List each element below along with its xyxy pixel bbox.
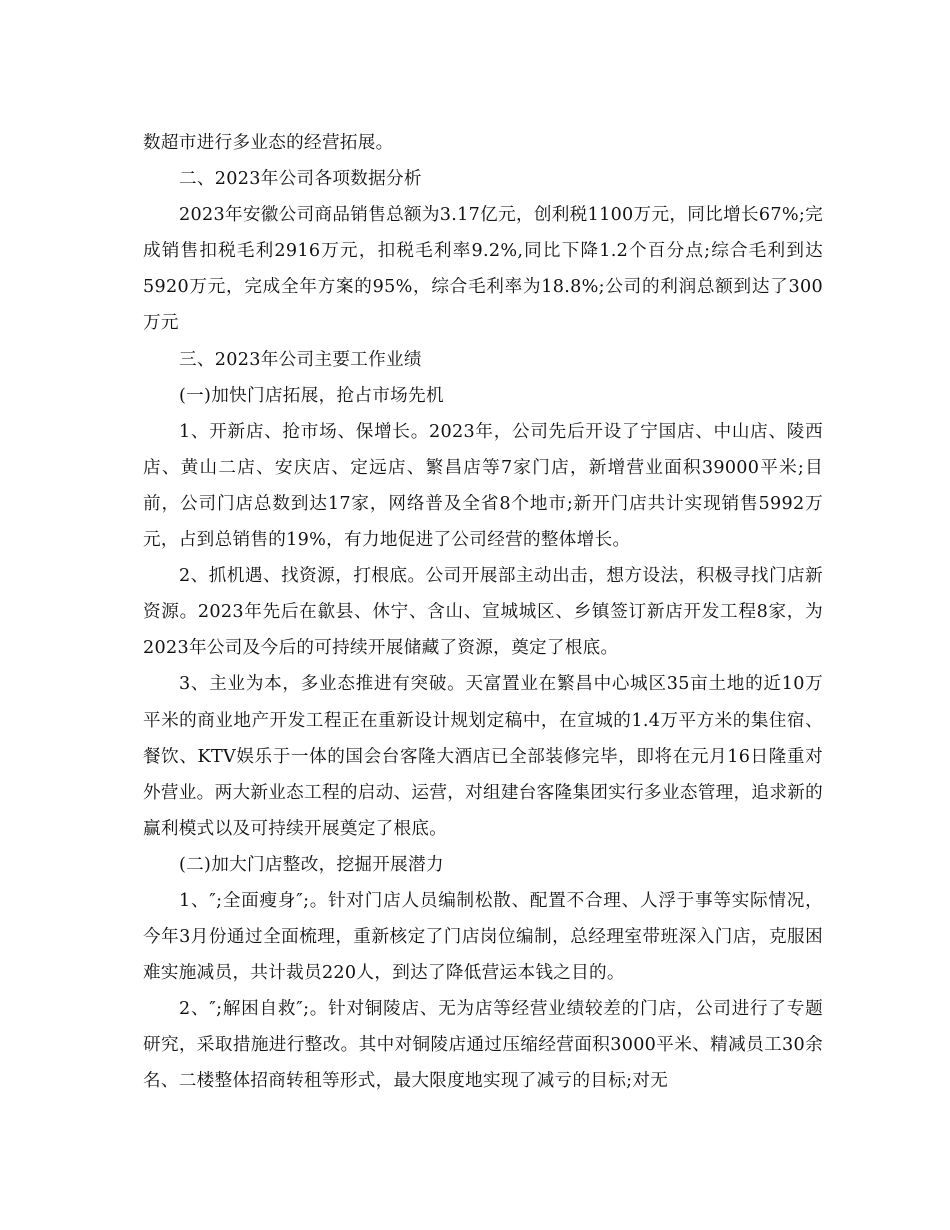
paragraph-sales-figures: 2023年安徽公司商品销售总额为3.17亿元，创利税1100万元，同比增长67%;完成销售扣税毛利2916万元，扣税毛利率9.2%,同比下降1.2个百分点;综合毛利到达5920万元，完成全年方案的95%，综合毛利率为18.8%;公司的利润总额到达了300万元 bbox=[143, 205, 823, 334]
section-heading-data-analysis: 二、2023年公司各项数据分析 bbox=[179, 169, 422, 190]
paragraph-multi-format: 3、主业为本，多业态推进有突破。天富置业在繁昌中心城区35亩土地的近10万平米的商业地产开发工程正在重新设计规划定稿中，在宣城的1.4万平方米的集住宿、餐饮、KTV娱乐于一体的国会台客隆大酒店已全部装修完毕，即将在元月16日隆重对外营业。两大新业态工程的启动、运营，对组建台客隆集团实行多业态管理，追求新的赢利模式以及可持续开展奠定了根底。 bbox=[143, 674, 823, 839]
subheading-store-rectification: (二)加大门店整改，挖掘开展潜力 bbox=[179, 854, 444, 875]
paragraph-slimming: 1、″;全面瘦身″;。针对门店人员编制松散、配置不合理、人浮于事等实际情况，今年3月份通过全面梳理，重新核定了门店岗位编制，总经理室带班深入门店，克服困难实施减员，共计裁员220人，到达了降低营运本钱之目的。 bbox=[143, 890, 823, 984]
subheading-store-expansion: (一)加快门店拓展，抢占市场先机 bbox=[179, 385, 444, 406]
paragraph-self-rescue: 2、″;解困自救″;。针对铜陵店、无为店等经营业绩较差的门店，公司进行了专题研究，采取措施进行整改。其中对铜陵店通过压缩经营面积3000平米、精减员工30余名、二楼整体招商转租等形式，最大限度地实现了减亏的目标;对无 bbox=[143, 999, 823, 1092]
paragraph-continuation: 数超市进行多业态的经营拓展。 bbox=[143, 133, 394, 153]
section-heading-main-achievements: 三、2023年公司主要工作业绩 bbox=[179, 349, 422, 370]
document-body bbox=[143, 125, 823, 1100]
paragraph-new-stores: 1、开新店、抢市场、保增长。2023年，公司先后开设了宁国店、中山店、陵西店、黄山二店、安庆店、定远店、繁昌店等7家门店，新增营业面积39000平米;目前，公司门店总数到达17家，网络普及全省8个地市;新开门店共计实现销售5992万元，占到总销售的19%，有力地促进了公司经营的整体增长。 bbox=[143, 421, 823, 551]
paragraph-resources: 2、抓机遇、找资源，打根底。公司开展部主动出击，想方设法，积极寻找门店新资源。2023年先后在歙县、休宁、含山、宣城城区、乡镇签订新店开发工程8家，为2023年公司及今后的可持续开展储藏了资源，奠定了根底。 bbox=[143, 566, 823, 659]
